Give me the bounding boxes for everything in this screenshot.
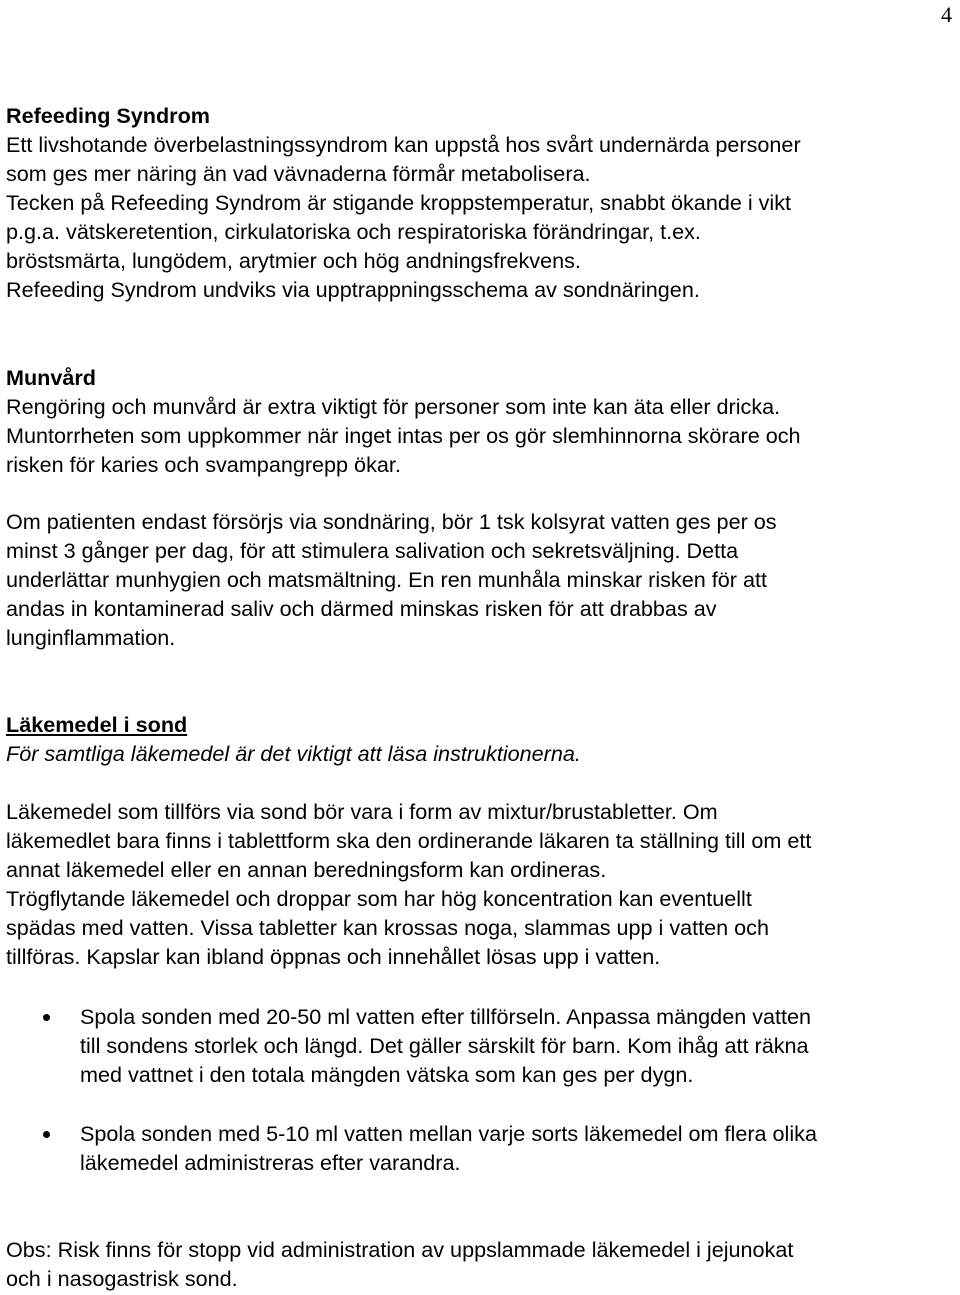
lakemedel-line: annat läkemedel eller en annan beredningsform kan ordineras. bbox=[6, 857, 607, 882]
munvard-line: underlättar munhygien och matsmältning. En ren munhåla minskar risken för att bbox=[6, 567, 767, 592]
munvard-paragraph-2 bbox=[6, 507, 956, 652]
lakemedel-line: tillföras. Kapslar kan ibland öppnas och innehållet lösas upp i vatten. bbox=[6, 944, 661, 969]
refeeding-line: Refeeding Syndrom undviks via upptrappningsschema av sondnäringen. bbox=[6, 277, 700, 302]
munvard-line: risken för karies och svampangrepp ökar. bbox=[6, 452, 401, 477]
bullet-text bbox=[80, 1002, 956, 1089]
munvard-line: Muntorrheten som uppkommer när inget intas per os gör slemhinnorna skörare och bbox=[6, 423, 801, 448]
lakemedel-paragraph bbox=[6, 797, 956, 971]
lakemedel-line: spädas med vatten. Vissa tabletter kan krossas noga, slammas upp i vatten och bbox=[6, 915, 769, 940]
obs-line: Obs: Risk finns för stopp vid administration av uppslammade läkemedel i jejunokat bbox=[6, 1237, 794, 1262]
refeeding-section bbox=[6, 101, 956, 304]
munvard-line: Om patienten endast försörjs via sondnäring, bör 1 tsk kolsyrat vatten ges per os bbox=[6, 509, 777, 534]
munvard-section bbox=[6, 363, 956, 479]
list-item bbox=[6, 1002, 956, 1089]
lakemedel-line: Trögflytande läkemedel och droppar som har hög koncentration kan eventuellt bbox=[6, 886, 752, 911]
refeeding-line: som ges mer näring än vad vävnaderna förmår metabolisera. bbox=[6, 161, 591, 186]
lakemedel-heading: Läkemedel i sond bbox=[6, 712, 188, 737]
bullet-line: Spola sonden med 5-10 ml vatten mellan varje sorts läkemedel om flera olika bbox=[80, 1121, 817, 1146]
munvard-line: lunginflammation. bbox=[6, 625, 176, 650]
page-number: 4 bbox=[941, 2, 952, 27]
bullet-line: läkemedel administreras efter varandra. bbox=[80, 1150, 461, 1175]
obs-line: och i nasogastrisk sond. bbox=[6, 1266, 238, 1291]
bullet-icon bbox=[43, 1014, 50, 1021]
bullet-text bbox=[80, 1119, 956, 1177]
obs-note bbox=[6, 1235, 956, 1293]
refeeding-line: p.g.a. vätskeretention, cirkulatoriska och respiratoriska förändringar, t.ex. bbox=[6, 219, 701, 244]
munvard-line: minst 3 gånger per dag, för att stimulera salivation och sekretsväljning. Detta bbox=[6, 538, 739, 563]
lakemedel-section bbox=[6, 710, 956, 768]
lakemedel-line: läkemedlet bara finns i tablettform ska den ordinerande läkaren ta ställning till om ett bbox=[6, 828, 812, 853]
bullet-line: till sondens storlek och längd. Det gäller särskilt för barn. Kom ihåg att räkna bbox=[80, 1033, 809, 1058]
refeeding-line: bröstsmärta, lungödem, arytmier och hög andningsfrekvens. bbox=[6, 248, 581, 273]
bullet-line: med vattnet i den totala mängden vätska som kan ges per dygn. bbox=[80, 1062, 694, 1087]
lakemedel-line: Läkemedel som tillförs via sond bör vara i form av mixtur/brustabletter. Om bbox=[6, 799, 718, 824]
bullet-line: Spola sonden med 20-50 ml vatten efter tillförseln. Anpassa mängden vatten bbox=[80, 1004, 812, 1029]
refeeding-line: Ett livshotande överbelastningssyndrom kan uppstå hos svårt undernärda personer bbox=[6, 132, 801, 157]
munvard-heading: Munvård bbox=[6, 365, 96, 390]
munvard-line: Rengöring och munvård är extra viktigt för personer som inte kan äta eller dricka. bbox=[6, 394, 781, 419]
refeeding-line: Tecken på Refeeding Syndrom är stigande kroppstemperatur, snabbt ökande i vikt bbox=[6, 190, 792, 215]
lakemedel-subtitle: För samtliga läkemedel är det viktigt att läsa instruktionerna. bbox=[6, 741, 581, 766]
munvard-line: andas in kontaminerad saliv och därmed minskas risken för att drabbas av bbox=[6, 596, 717, 621]
list-item bbox=[6, 1119, 956, 1177]
refeeding-heading: Refeeding Syndrom bbox=[6, 103, 210, 128]
bullet-icon bbox=[43, 1131, 50, 1138]
